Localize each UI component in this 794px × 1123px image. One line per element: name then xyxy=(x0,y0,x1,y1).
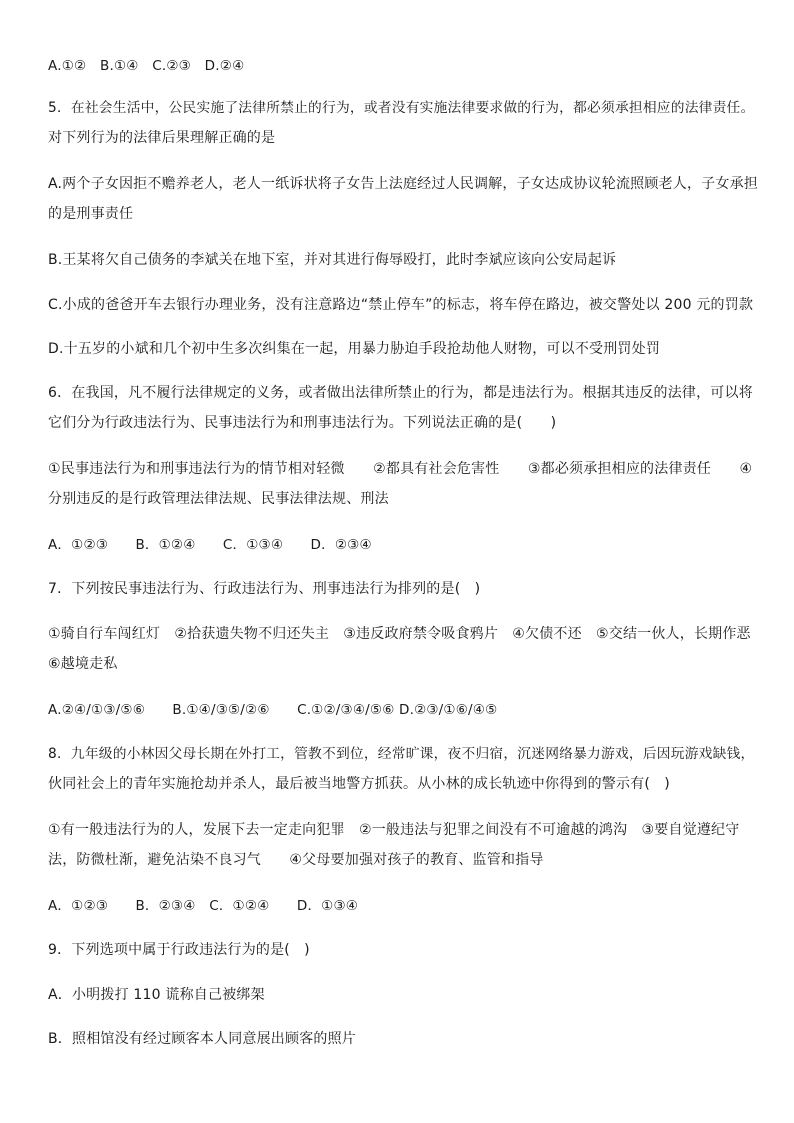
q8-statements-line1: ①有一般违法行为的人，发展下去一定走向犯罪 ②一般违法与犯罪之间没有不可逾越的鸿沟 ③要自觉遵纪守 xyxy=(48,822,740,838)
q6-stem-line2: 它们分为行政违法行为、民事违法行为和刑事违法行为。下列说法正确的是( ) xyxy=(48,415,557,431)
q9-option-a: A．小明拨打 110 谎称自己被绑架 xyxy=(48,987,265,1003)
q6-options: A．①②③ B．①②④ C．①③④ D．②③④ xyxy=(48,537,372,553)
q6-statements-line1: ①民事违法行为和刑事违法行为的情节相对轻微 ②都具有社会危害性 ③都必须承担相应的法律责任 ④ xyxy=(48,461,753,477)
q7-options: A.②④/①③/⑤⑥ B.①④/③⑤/②⑥ C.①②/③④/⑤⑥ D.②③/①⑥/④⑤ xyxy=(48,702,498,718)
q8-options: A．①②③ B．②③④ C．①②④ D．①③④ xyxy=(48,898,359,914)
q8-stem-line1: 8．九年级的小林因父母长期在外打工，管教不到位，经常旷课，夜不归宿，沉迷网络暴力游戏，后因玩游戏缺钱， xyxy=(48,746,755,762)
q5-option-c: C.小成的爸爸开车去银行办理业务，没有注意路边“禁止停车”的标志，将车停在路边，被交警处以 200 元的罚款 xyxy=(48,297,754,313)
q8-stem-line2: 伙同社会上的青年实施抢劫并杀人，最后被当地警方抓获。从小林的成长轨迹中你得到的警示有( ) xyxy=(48,776,670,792)
q5-option-d: D.十五岁的小斌和几个初中生多次纠集在一起，用暴力胁迫手段抢劫他人财物，可以不受刑罚处罚 xyxy=(48,341,661,357)
q7-statements-line2: ⑥越境走私 xyxy=(48,656,118,672)
q6-stem-line1: 6．在我国，凡不履行法律规定的义务，或者做出法律所禁止的行为，都是违法行为。根据其违反的法律，可以将 xyxy=(48,385,753,401)
q5-option-a-line2: 的是刑事责任 xyxy=(48,206,134,222)
q5-option-a-line1: A.两个子女因拒不赡养老人，老人一纸诉状将子女告上法庭经过人民调解，子女达成协议轮流照顾老人，子女承担 xyxy=(48,176,758,192)
q8-statements-line2: 法，防微杜渐，避免沾染不良习气 ④父母要加强对孩子的教育、监管和指导 xyxy=(48,852,544,868)
q6-statements-line2: 分别违反的是行政管理法律法规、民事法律法规、刑法 xyxy=(48,491,389,507)
q4-options: A.①② B.①④ C.②③ D.②④ xyxy=(48,58,245,74)
q9-option-b: B．照相馆没有经过顾客本人同意展出顾客的照片 xyxy=(48,1031,357,1047)
q9-stem: 9．下列选项中属于行政违法行为的是( ) xyxy=(48,942,310,958)
q7-stem: 7．下列按民事违法行为、行政违法行为、刑事违法行为排列的是( ) xyxy=(48,581,481,597)
q5-stem-line2: 对下列行为的法律后果理解正确的是 xyxy=(48,130,276,146)
q7-statements-line1: ①骑自行车闯红灯 ②拾获遗失物不归还失主 ③违反政府禁令吸食鸦片 ④欠债不还 ⑤交结一伙人，长期作恶 xyxy=(48,626,751,642)
q5-stem-line1: 5．在社会生活中，公民实施了法律所禁止的行为，或者没有实施法律要求做的行为，都必须承担相应的法律责任。 xyxy=(48,100,755,116)
q5-option-b: B.王某将欠自己债务的李斌关在地下室，并对其进行侮辱殴打，此时李斌应该向公安局起诉 xyxy=(48,252,617,268)
